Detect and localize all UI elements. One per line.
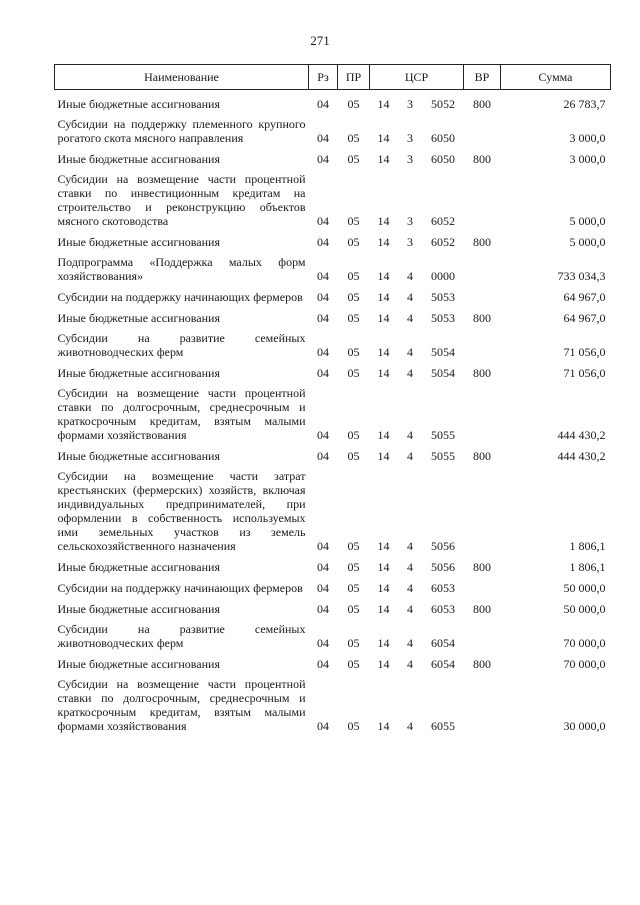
cell-c3: 5054 bbox=[431, 365, 455, 380]
table-row bbox=[55, 553, 611, 574]
cell-sum: 26 783,7 bbox=[563, 96, 606, 111]
cell-pr: 05 bbox=[347, 234, 360, 249]
cell-vr bbox=[464, 283, 501, 304]
cell-name: Иные бюджетные ассигнования bbox=[57, 601, 220, 616]
cell-sum: 5 000,0 bbox=[569, 213, 606, 228]
cell-name: Иные бюджетные ассигнования bbox=[57, 448, 220, 463]
cell-name: Иные бюджетные ассигнования bbox=[57, 656, 220, 671]
cell-vr bbox=[464, 249, 501, 283]
cell-sum: 733 034,3 bbox=[557, 268, 606, 283]
cell-sum: 5 000,0 bbox=[569, 234, 606, 249]
cell-rz: 04 bbox=[317, 538, 329, 553]
cell-vr bbox=[464, 166, 501, 228]
cell-c3: 6052 bbox=[431, 213, 455, 228]
cell-sum: 1 806,1 bbox=[569, 559, 606, 574]
cell-rz: 04 bbox=[317, 559, 329, 574]
cell-c2: 4 bbox=[407, 268, 413, 283]
cell-c1: 14 bbox=[377, 635, 390, 650]
cell-pr: 05 bbox=[347, 289, 360, 304]
cell-c1: 14 bbox=[377, 268, 390, 283]
table-row bbox=[55, 442, 611, 463]
cell-c2: 4 bbox=[407, 344, 413, 359]
table-row bbox=[55, 616, 611, 650]
cell-sum: 30 000,0 bbox=[563, 718, 606, 733]
cell-pr: 05 bbox=[347, 538, 360, 553]
table-row bbox=[55, 325, 611, 359]
cell-c1: 14 bbox=[377, 289, 390, 304]
table-row bbox=[55, 166, 611, 228]
cell-c2: 4 bbox=[407, 635, 413, 650]
cell-name: Иные бюджетные ассигнования bbox=[57, 151, 220, 166]
cell-rz: 04 bbox=[317, 130, 329, 145]
cell-name: Субсидии на поддержку начинающих фермеров bbox=[57, 289, 303, 304]
cell-sum: 50 000,0 bbox=[563, 601, 606, 616]
cell-pr: 05 bbox=[347, 130, 360, 145]
table-row bbox=[55, 249, 611, 283]
cell-c1: 14 bbox=[377, 580, 390, 595]
cell-c2: 4 bbox=[407, 289, 413, 304]
cell-c2: 4 bbox=[407, 580, 413, 595]
cell-sum: 3 000,0 bbox=[569, 151, 606, 166]
cell-c1: 14 bbox=[377, 365, 390, 380]
cell-pr: 05 bbox=[347, 213, 360, 228]
cell-vr bbox=[464, 574, 501, 595]
cell-name: Иные бюджетные ассигнования bbox=[57, 310, 220, 325]
cell-c2: 4 bbox=[407, 365, 413, 380]
table-row bbox=[55, 283, 611, 304]
header-name: Наименование bbox=[55, 65, 309, 90]
cell-c2: 3 bbox=[407, 213, 413, 228]
cell-c2: 4 bbox=[407, 448, 413, 463]
cell-vr bbox=[464, 463, 501, 553]
cell-pr: 05 bbox=[347, 310, 360, 325]
cell-c3: 6053 bbox=[431, 580, 455, 595]
table-header-row bbox=[55, 65, 611, 90]
cell-sum: 444 430,2 bbox=[557, 448, 606, 463]
cell-rz: 04 bbox=[317, 344, 329, 359]
cell-vr: 800 bbox=[473, 234, 492, 249]
cell-c1: 14 bbox=[377, 538, 390, 553]
cell-c2: 4 bbox=[407, 427, 413, 442]
cell-c1: 14 bbox=[377, 718, 390, 733]
cell-name: Иные бюджетные ассигнования bbox=[57, 559, 220, 574]
cell-pr: 05 bbox=[347, 635, 360, 650]
cell-vr: 800 bbox=[473, 601, 492, 616]
budget-table bbox=[54, 64, 611, 733]
cell-c2: 3 bbox=[407, 151, 413, 166]
cell-sum: 444 430,2 bbox=[557, 427, 606, 442]
cell-pr: 05 bbox=[347, 448, 360, 463]
cell-rz: 04 bbox=[317, 635, 329, 650]
cell-c3: 6052 bbox=[431, 234, 455, 249]
table-row bbox=[55, 145, 611, 166]
page-number: 271 bbox=[310, 33, 330, 48]
cell-sum: 70 000,0 bbox=[563, 656, 606, 671]
cell-rz: 04 bbox=[317, 213, 329, 228]
table-row bbox=[55, 380, 611, 442]
cell-c3: 6050 bbox=[431, 151, 455, 166]
cell-pr: 05 bbox=[347, 427, 360, 442]
cell-c3: 5056 bbox=[431, 538, 455, 553]
cell-sum: 70 000,0 bbox=[563, 635, 606, 650]
cell-c3: 5054 bbox=[431, 344, 455, 359]
table-row bbox=[55, 595, 611, 616]
cell-c3: 5055 bbox=[431, 448, 455, 463]
cell-c2: 3 bbox=[407, 130, 413, 145]
cell-c2: 4 bbox=[407, 310, 413, 325]
cell-name: Субсидии на поддержку начинающих фермеров bbox=[57, 580, 303, 595]
cell-c3: 6050 bbox=[431, 130, 455, 145]
header-rz: Рз bbox=[309, 65, 338, 90]
cell-vr bbox=[464, 616, 501, 650]
cell-vr bbox=[464, 111, 501, 145]
cell-c2: 3 bbox=[407, 96, 413, 111]
cell-vr bbox=[464, 671, 501, 733]
cell-pr: 05 bbox=[347, 96, 360, 111]
cell-rz: 04 bbox=[317, 427, 329, 442]
cell-c2: 4 bbox=[407, 656, 413, 671]
table-row bbox=[55, 304, 611, 325]
cell-rz: 04 bbox=[317, 234, 329, 249]
cell-vr: 800 bbox=[473, 448, 492, 463]
header-pr: ПР bbox=[338, 65, 370, 90]
cell-sum: 3 000,0 bbox=[569, 130, 606, 145]
cell-name: Субсидии на возмещение части процентной ставки по долгосрочным, среднесрочным и краткосрочным кредитам, взятым малыми формами хозяйствования bbox=[57, 676, 306, 733]
cell-c1: 14 bbox=[377, 427, 390, 442]
cell-c3: 5053 bbox=[431, 289, 455, 304]
cell-rz: 04 bbox=[317, 310, 329, 325]
cell-c1: 14 bbox=[377, 151, 390, 166]
cell-c1: 14 bbox=[377, 448, 390, 463]
cell-c2: 4 bbox=[407, 559, 413, 574]
cell-rz: 04 bbox=[317, 365, 329, 380]
cell-c1: 14 bbox=[377, 310, 390, 325]
cell-rz: 04 bbox=[317, 580, 329, 595]
cell-c1: 14 bbox=[377, 656, 390, 671]
cell-pr: 05 bbox=[347, 151, 360, 166]
cell-pr: 05 bbox=[347, 580, 360, 595]
cell-vr: 800 bbox=[473, 559, 492, 574]
cell-c1: 14 bbox=[377, 213, 390, 228]
cell-c3: 5052 bbox=[431, 96, 455, 111]
cell-c1: 14 bbox=[377, 344, 390, 359]
cell-c1: 14 bbox=[377, 601, 390, 616]
cell-sum: 64 967,0 bbox=[563, 289, 606, 304]
cell-rz: 04 bbox=[317, 151, 329, 166]
cell-c3: 5056 bbox=[431, 559, 455, 574]
cell-c2: 4 bbox=[407, 718, 413, 733]
cell-pr: 05 bbox=[347, 365, 360, 380]
cell-c3: 6053 bbox=[431, 601, 455, 616]
cell-rz: 04 bbox=[317, 448, 329, 463]
table-row bbox=[55, 359, 611, 380]
cell-vr: 800 bbox=[473, 365, 492, 380]
cell-rz: 04 bbox=[317, 96, 329, 111]
cell-name: Подпрограмма «Поддержка малых форм хозяйствования» bbox=[57, 254, 306, 283]
table-row bbox=[55, 90, 611, 111]
header-sum: Сумма bbox=[501, 65, 611, 90]
table-row bbox=[55, 671, 611, 733]
cell-c2: 4 bbox=[407, 538, 413, 553]
cell-c3: 0000 bbox=[431, 268, 455, 283]
cell-name: Субсидии на развитие семейных животноводческих ферм bbox=[57, 330, 306, 359]
header-csr: ЦСР bbox=[370, 65, 464, 90]
cell-rz: 04 bbox=[317, 656, 329, 671]
cell-rz: 04 bbox=[317, 289, 329, 304]
cell-c1: 14 bbox=[377, 559, 390, 574]
cell-sum: 71 056,0 bbox=[563, 365, 606, 380]
cell-vr: 800 bbox=[473, 151, 492, 166]
cell-rz: 04 bbox=[317, 601, 329, 616]
cell-c3: 6055 bbox=[431, 718, 455, 733]
cell-c1: 14 bbox=[377, 96, 390, 111]
cell-c1: 14 bbox=[377, 234, 390, 249]
cell-pr: 05 bbox=[347, 656, 360, 671]
cell-vr: 800 bbox=[473, 96, 492, 111]
table-body bbox=[55, 90, 611, 733]
cell-pr: 05 bbox=[347, 601, 360, 616]
cell-name: Иные бюджетные ассигнования bbox=[57, 234, 220, 249]
cell-name: Субсидии на поддержку племенного крупного рогатого скота мясного направления bbox=[57, 116, 306, 145]
cell-sum: 1 806,1 bbox=[569, 538, 606, 553]
cell-c3: 5055 bbox=[431, 427, 455, 442]
cell-c1: 14 bbox=[377, 130, 390, 145]
cell-rz: 04 bbox=[317, 718, 329, 733]
cell-pr: 05 bbox=[347, 268, 360, 283]
cell-c2: 4 bbox=[407, 601, 413, 616]
cell-c3: 6054 bbox=[431, 635, 455, 650]
cell-name: Субсидии на возмещение части затрат крестьянских (фермерских) хозяйств, включая индивидуальных предпринимателей, при оформлении в собственность используемых ими земельных участков из земель сельскохозяйственного назначения bbox=[57, 468, 306, 553]
cell-sum: 71 056,0 bbox=[563, 344, 606, 359]
header-vr: ВР bbox=[464, 65, 501, 90]
cell-name: Иные бюджетные ассигнования bbox=[57, 96, 220, 111]
cell-rz: 04 bbox=[317, 268, 329, 283]
table-row bbox=[55, 463, 611, 553]
cell-c3: 6054 bbox=[431, 656, 455, 671]
cell-name: Иные бюджетные ассигнования bbox=[57, 365, 220, 380]
cell-name: Субсидии на развитие семейных животноводческих ферм bbox=[57, 621, 306, 650]
cell-pr: 05 bbox=[347, 344, 360, 359]
cell-vr bbox=[464, 325, 501, 359]
cell-name: Субсидии на возмещение части процентной ставки по инвестиционным кредитам на строительство и реконструкцию объектов мясного скотоводства bbox=[57, 171, 306, 228]
cell-c2: 3 bbox=[407, 234, 413, 249]
cell-vr bbox=[464, 380, 501, 442]
cell-c3: 5053 bbox=[431, 310, 455, 325]
cell-sum: 64 967,0 bbox=[563, 310, 606, 325]
table-row bbox=[55, 574, 611, 595]
table-row bbox=[55, 111, 611, 145]
table-row bbox=[55, 228, 611, 249]
cell-pr: 05 bbox=[347, 718, 360, 733]
cell-pr: 05 bbox=[347, 559, 360, 574]
table-row bbox=[55, 650, 611, 671]
cell-vr: 800 bbox=[473, 310, 492, 325]
cell-name: Субсидии на возмещение части процентной ставки по долгосрочным, среднесрочным и краткосрочным кредитам, взятым малыми формами хозяйствования bbox=[57, 385, 306, 442]
cell-vr: 800 bbox=[473, 656, 492, 671]
cell-sum: 50 000,0 bbox=[563, 580, 606, 595]
